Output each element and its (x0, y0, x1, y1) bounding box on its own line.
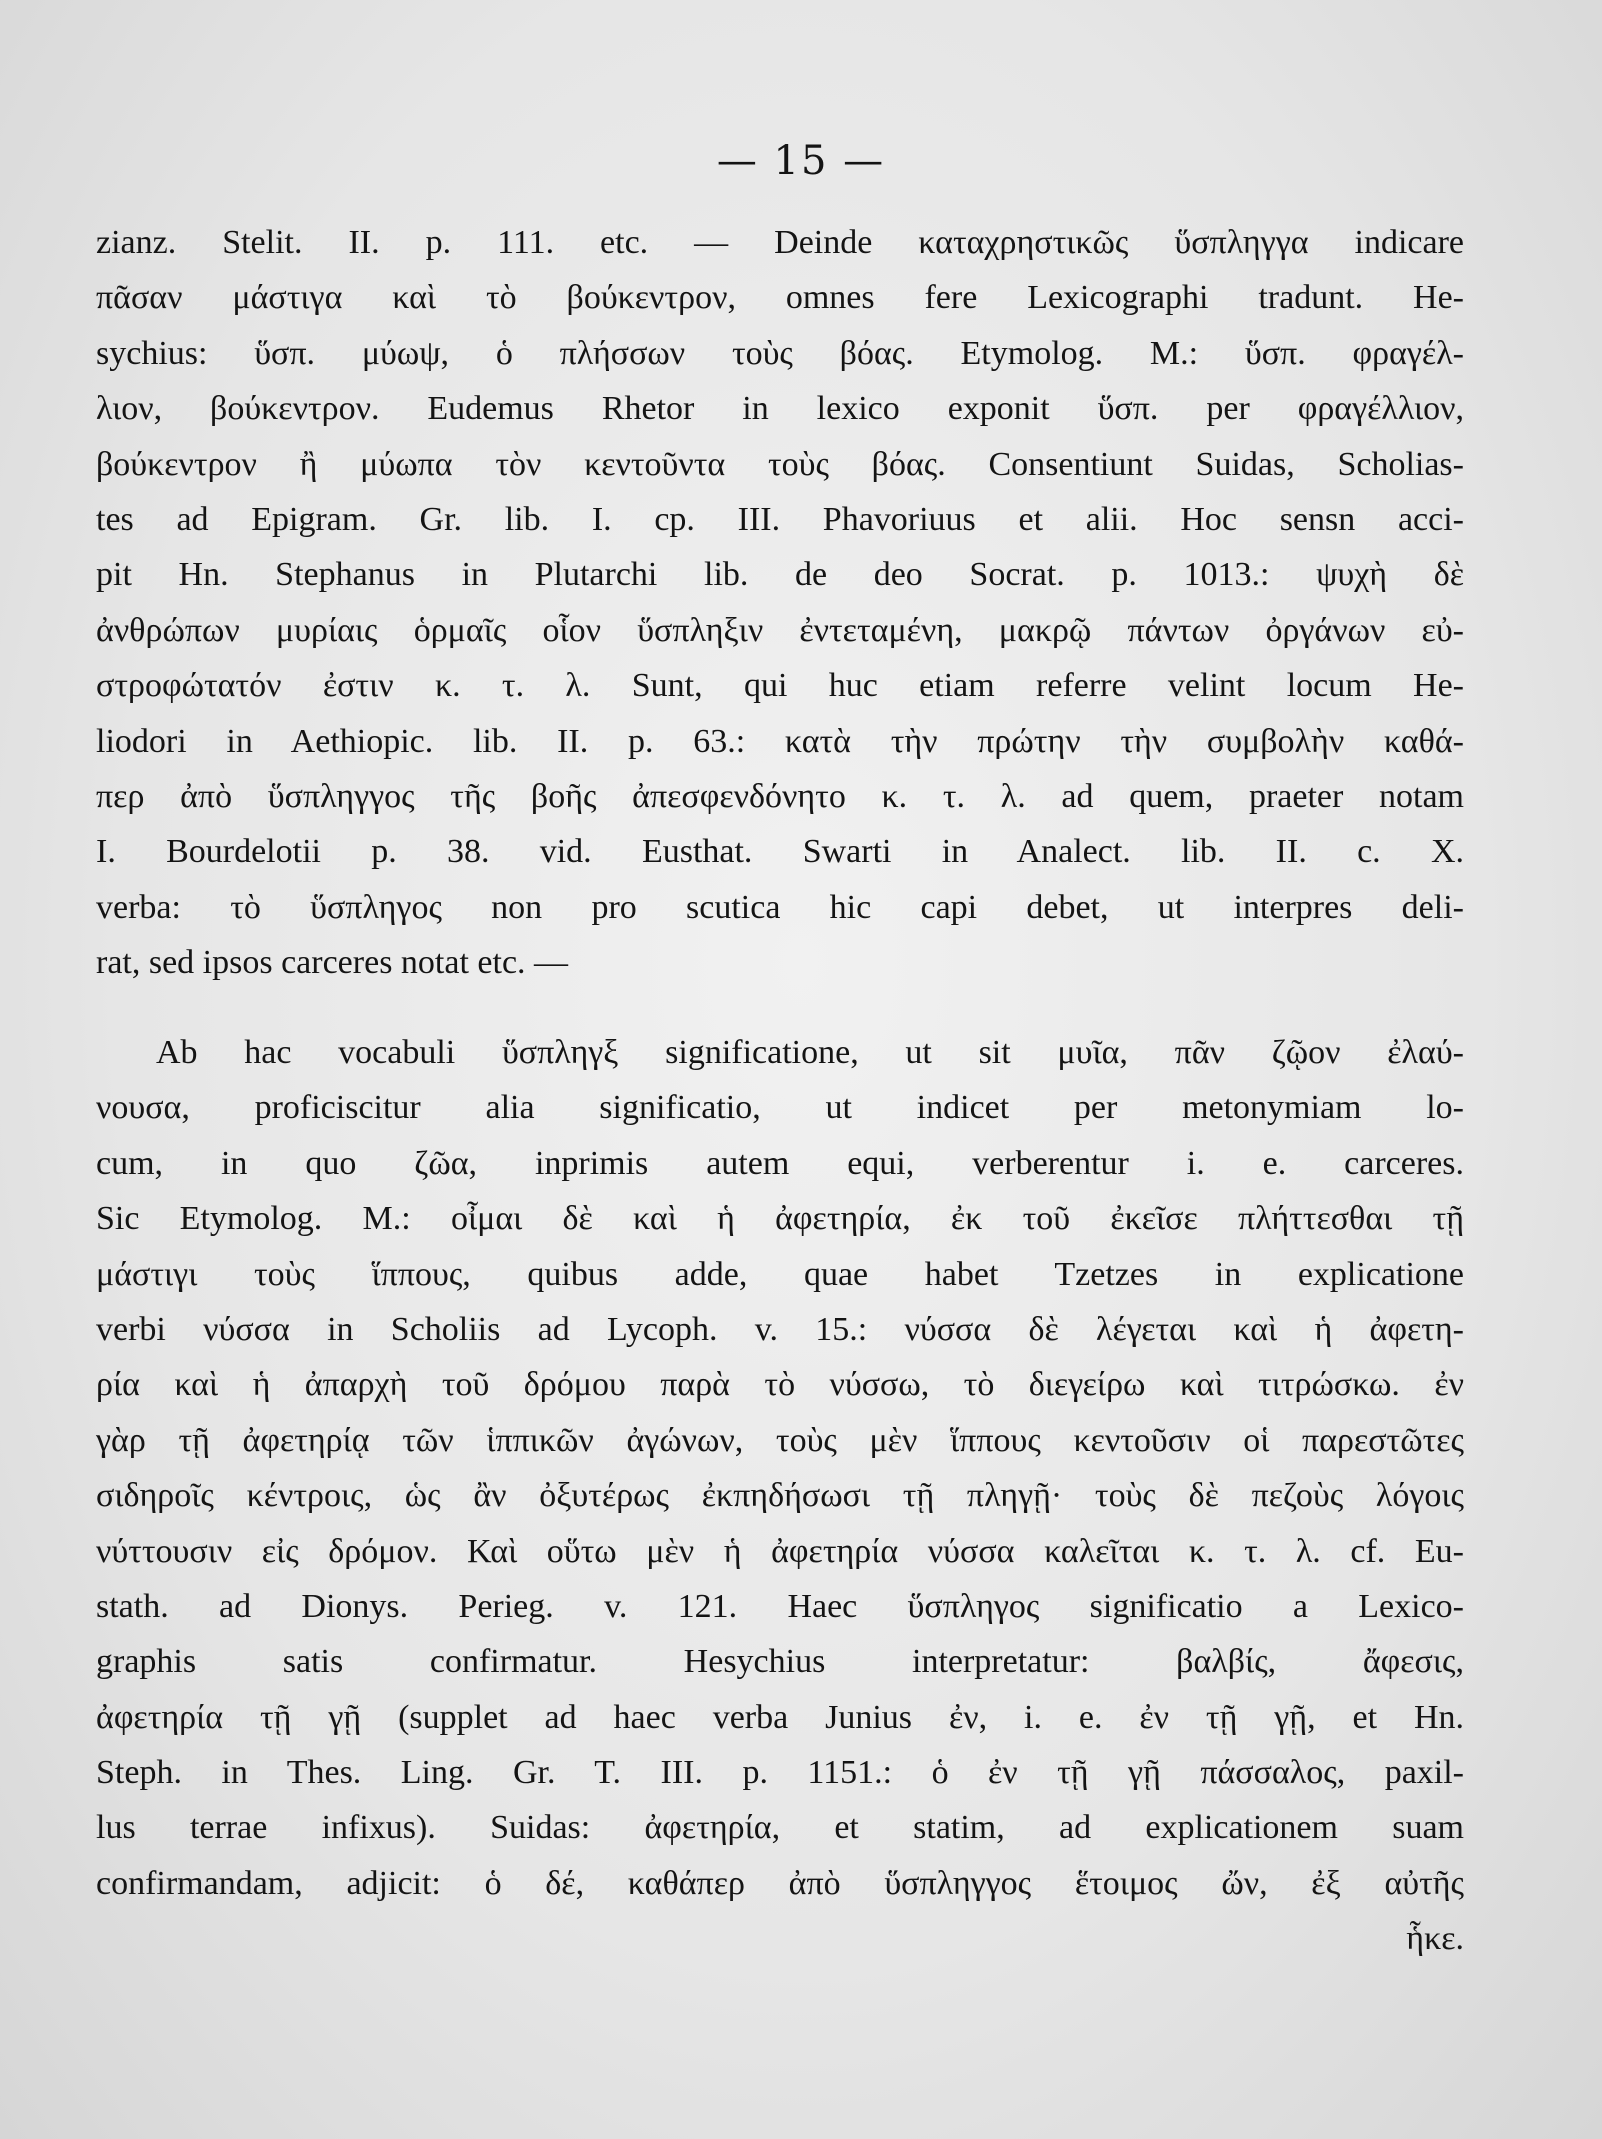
text-line: στροφώτατόν ἐστιν κ. τ. λ. Sunt, qui huc etiam referre velint locum He- (96, 667, 1464, 705)
text-line: Sic Etymolog. M.: οἶμαι δὲ καὶ ἡ ἀφετηρία, ἐκ τοῦ ἐκεῖσε πλήττεσθαι τῇ (96, 1200, 1464, 1238)
text-line: πᾶσαν μάστιγα καὶ τὸ βούκεντρον, omnes fere Lexicographi tradunt. He- (96, 279, 1464, 317)
text-line: νουσα, proficiscitur alia significatio, ut indicet per metonymiam lo- (96, 1089, 1464, 1127)
text-line: verba: τὸ ὕσπληγος non pro scutica hic capi debet, ut interpres deli- (96, 888, 1464, 926)
paragraph-1 (96, 215, 1464, 990)
text-line: ἀφετηρία τῇ γῇ (supplet ad haec verba Junius ἐν, i. e. ἐν τῇ γῇ, et Hn. (96, 1698, 1464, 1736)
text-line: zianz. Stelit. II. p. 111. etc. — Deinde καταχρηστικῶς ὕσπληγγα indicare (96, 224, 1464, 261)
text-line: sychius: ὕσπ. μύωψ, ὁ πλήσσων τοὺς βόας. Etymolog. M.: ὕσπ. φραγέλ- (96, 334, 1464, 372)
text-line: νύττουσιν εἰς δρόμον. Καὶ οὕτω μὲν ἡ ἀφετηρία νύσσα καλεῖται κ. τ. λ. cf. Eu- (96, 1532, 1464, 1570)
text-line: μάστιγι τοὺς ἵππους, quibus adde, quae habet Tzetzes in explicatione (96, 1255, 1464, 1293)
text-line: βούκεντρον ἢ μύωπα τὸν κεντοῦντα τοὺς βόας. Consentiunt Suidas, Scholias- (96, 445, 1464, 483)
text-line: tes ad Epigram. Gr. lib. I. cp. III. Phavoriuus et alii. Hoc sensn acci- (96, 500, 1464, 538)
text-line: λιον, βούκεντρον. Eudemus Rhetor in lexico exponit ὕσπ. per φραγέλλιον, (96, 390, 1464, 428)
text-line: cum, in quo ζῶα, inprimis autem equi, verberentur i. e. carceres. (96, 1144, 1464, 1182)
page-number: — 15 — (716, 138, 886, 184)
text-line: lus terrae infixus). Suidas: ἀφετηρία, et statim, ad explicationem suam (96, 1809, 1464, 1847)
text-line: stath. ad Dionys. Perieg. v. 121. Haec ὕσπληγος significatio a Lexico- (96, 1587, 1464, 1625)
text-line: liodori in Aethiopic. lib. II. p. 63.: κατὰ τὴν πρώτην τὴν συμβολὴν καθά- (96, 722, 1464, 760)
text-line: pit Hn. Stephanus in Plutarchi lib. de deo Socrat. p. 1013.: ψυχὴ δὲ (96, 556, 1464, 594)
text-line: confirmandam, adjicit: ὁ δέ, καθάπερ ἀπὸ ὕσπληγγος ἕτοιμος ὤν, ἐξ αὐτῆς (96, 1864, 1464, 1902)
text-line: graphis satis confirmatur. Hesychius interpretatur: βαλβίς, ἄφεσις, (96, 1643, 1464, 1681)
text-line: ρία καὶ ἡ ἀπαρχὴ τοῦ δρόμου παρὰ τὸ νύσσω, τὸ διεγείρω καὶ τιτρώσκω. ἐν (96, 1366, 1464, 1404)
text-line: σιδηροῖς κέντροις, ὡς ἂν ὀξυτέρως ἐκπηδήσωσι τῇ πληγῇ· τοὺς δὲ πεζοὺς λόγοις (96, 1477, 1464, 1515)
text-line: I. Bourdelotii p. 38. vid. Eusthat. Swarti in Analect. lib. II. c. X. (96, 833, 1464, 871)
text-line: rat, sed ipsos carceres notat etc. — (96, 944, 569, 982)
paragraph-2 (96, 1025, 1464, 1967)
text-line: ἀνθρώπων μυρίαις ὁρμαῖς οἷον ὕσπληξιν ἐντεταμένη, μακρῷ πάντων ὀργάνων εὐ- (96, 611, 1464, 649)
text-line: verbi νύσσα in Scholiis ad Lycoph. v. 15.: νύσσα δὲ λέγεται καὶ ἡ ἀφετη- (96, 1310, 1464, 1348)
text-line: περ ἀπὸ ὕσπληγγος τῆς βοῆς ἀπεσφενδόνητο κ. τ. λ. ad quem, praeter notam (96, 777, 1464, 815)
text-line: ἧκε. (1406, 1920, 1464, 1958)
text-line: Ab hac vocabuli ὕσπληγξ significatione, ut sit μυῖα, πᾶν ζῷον ἐλαύ- (156, 1034, 1464, 1071)
text-line: Steph. in Thes. Ling. Gr. T. III. p. 1151.: ὁ ἐν τῇ γῇ πάσσαλος, paxil- (96, 1754, 1464, 1792)
text-line: γὰρ τῇ ἀφετηρίᾳ τῶν ἱππικῶν ἀγώνων, τοὺς μὲν ἵππους κεντοῦσιν οἱ παρεστῶτες (96, 1421, 1464, 1459)
